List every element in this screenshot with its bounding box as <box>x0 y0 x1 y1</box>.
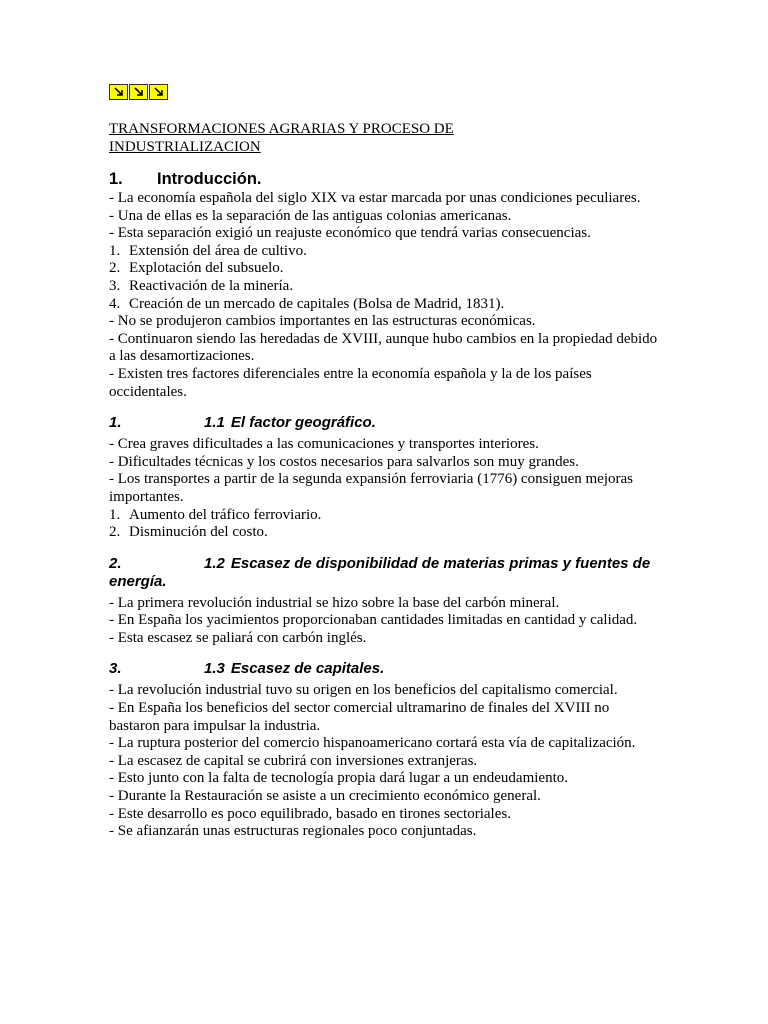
document-page <box>109 84 659 841</box>
text-line: - Se afianzarán unas estructuras regionales poco conjuntadas. <box>109 823 477 840</box>
list-item: 1. Aumento del tráfico ferroviario. <box>109 506 322 523</box>
arrow-icon[interactable] <box>129 84 148 100</box>
title-line-2: INDUSTRIALIZACION <box>109 139 261 155</box>
text-line: - Los transportes a partir de la segunda expansión ferroviaria (1776) consiguen mejoras importantes. <box>109 471 633 505</box>
paragraph <box>109 682 659 840</box>
text-line: - La primera revolución industrial se hizo sobre la base del carbón mineral. <box>109 594 560 611</box>
section-heading-1-2: 2. 1.2 Escasez de disponibilidad de materias primas y fuentes de energía. <box>109 554 651 590</box>
section-heading-1 <box>109 168 659 190</box>
paragraph <box>109 436 659 542</box>
list-item: 2. Explotación del subsuelo. <box>109 260 284 277</box>
text-line: - Continuaron siendo las heredadas de XVIII, aunque hubo cambios en la propiedad debido a las desamortizaciones. <box>109 330 658 365</box>
document-title <box>109 120 659 156</box>
section-heading-1-3: 3. 1.3 Escasez de capitales. <box>109 660 385 678</box>
section-title: Introducción. <box>157 170 262 188</box>
text-line: - En España los beneficios del sector comercial ultramarino de finales del XVIII no bastaron para impulsar la industria. <box>109 700 610 734</box>
text-line: - En España los yacimientos proporcionaban cantidades limitadas en cantidad y calidad. <box>109 612 638 629</box>
arrow-icon[interactable] <box>149 84 168 100</box>
title-line-1: TRANSFORMACIONES AGRARIAS Y PROCESO DE <box>109 121 454 137</box>
nav-icons <box>109 84 169 100</box>
section-number: 1. <box>109 170 123 188</box>
section-heading-1-1: 1. 1.1 El factor geográfico. <box>109 414 376 432</box>
text-line: - Este desarrollo es poco equilibrado, basado en tirones sectoriales. <box>109 805 511 822</box>
text-line: - Crea graves dificultades a las comunicaciones y transportes interiores. <box>109 436 539 453</box>
text-line: - No se produjeron cambios importantes en las estructuras económicas. <box>109 313 536 330</box>
numbered-list <box>109 507 659 542</box>
text-line: - Durante la Restauración se asiste a un crecimiento económico general. <box>109 788 541 805</box>
text-line: - Esto junto con la falta de tecnología propia dará lugar a un endeudamiento. <box>109 770 569 787</box>
text-line: - La escasez de capital se cubrirá con inversiones extranjeras. <box>109 752 478 769</box>
arrow-icon[interactable] <box>109 84 128 100</box>
text-line: - Esta escasez se paliará con carbón inglés. <box>109 629 367 646</box>
list-item: 1. Extensión del área de cultivo. <box>109 242 307 259</box>
paragraph <box>109 595 659 648</box>
text-line: - Esta separación exigió un reajuste económico que tendrá varias consecuencias. <box>109 225 591 242</box>
numbered-list <box>109 243 659 313</box>
text-line: - La ruptura posterior del comercio hispanoamericano cortará esta vía de capitalización. <box>109 735 636 752</box>
text-line: - La economía española del siglo XIX va estar marcada por unas condiciones peculiares. <box>109 190 641 206</box>
text-line: - Una de ellas es la separación de las antiguas colonias americanas. <box>109 207 512 224</box>
list-item: 2. Disminución del costo. <box>109 524 268 541</box>
list-item: 3. Reactivación de la minería. <box>109 277 294 294</box>
list-item: 4. Creación de un mercado de capitales (Bolsa de Madrid, 1831). <box>109 295 505 312</box>
text-line: - Existen tres factores diferenciales entre la economía española y la de los países occidentales. <box>109 365 592 400</box>
text-line: - La revolución industrial tuvo su origen en los beneficios del capitalismo comercial. <box>109 682 618 699</box>
paragraph <box>109 190 659 401</box>
text-line: - Dificultades técnicas y los costos necesarios para salvarlos son muy grandes. <box>109 453 579 470</box>
